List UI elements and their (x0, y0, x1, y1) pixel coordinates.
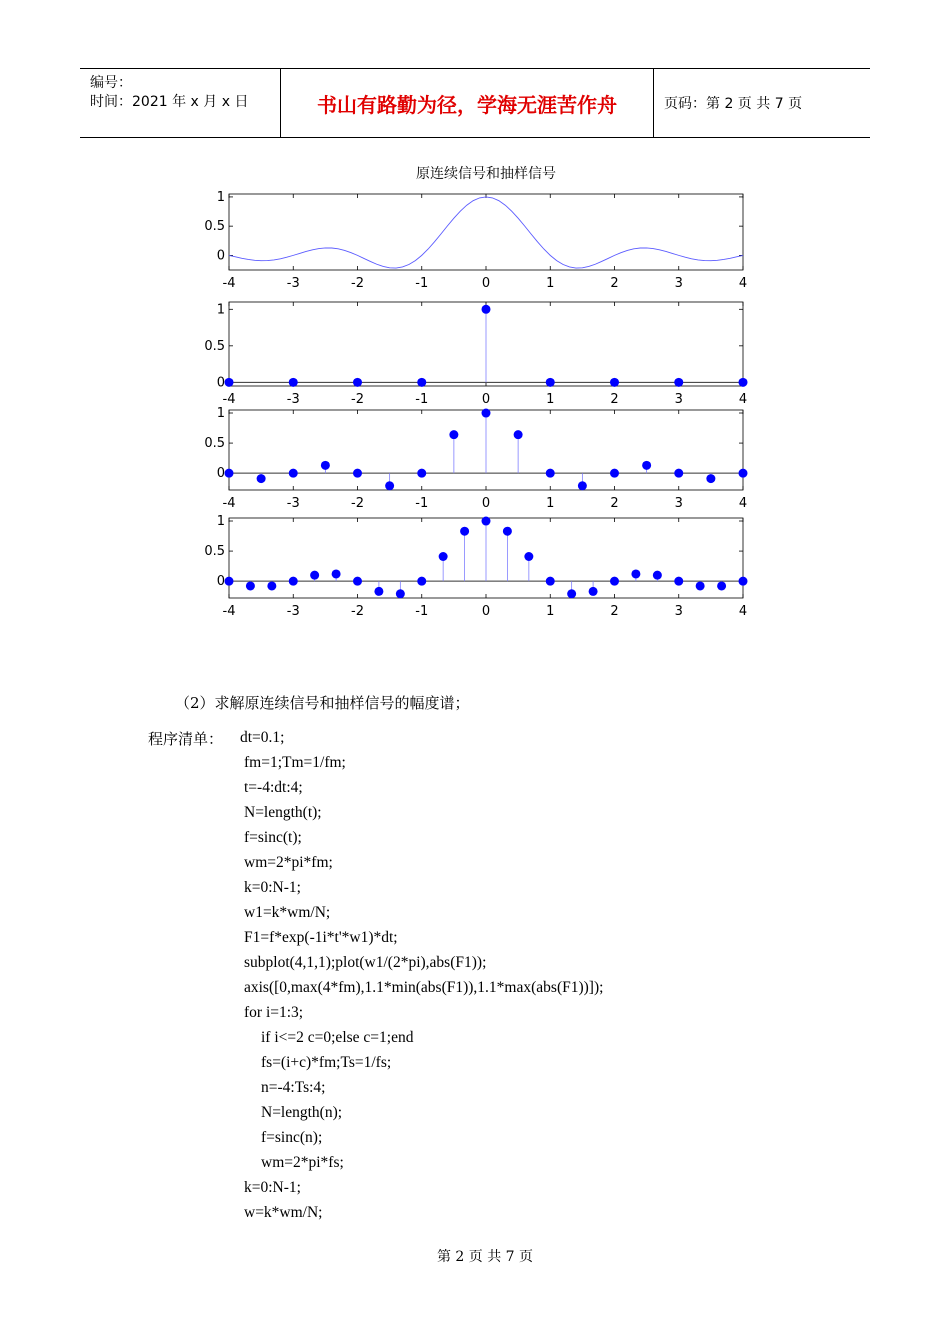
x-tick-label: 2 (610, 604, 619, 619)
x-tick-label: 3 (674, 496, 683, 511)
document-time-label: 时间：2021 年 x 月 x 日 (90, 94, 249, 110)
stem-marker (385, 481, 394, 490)
code-line: N=length(n); (261, 1104, 343, 1121)
x-tick-label: -2 (351, 392, 364, 407)
stem-marker (546, 469, 555, 478)
stem-marker (482, 305, 491, 314)
stem-marker (739, 378, 748, 387)
section-title: （2）求解原连续信号和抽样信号的幅度谱； (175, 694, 470, 712)
code-line: w1=k*wm/N; (244, 904, 331, 921)
code-label: 程序清单： (148, 730, 224, 748)
page-footer: 第 2 页 共 7 页 (436, 1249, 534, 1265)
code-line: w=k*wm/N; (244, 1204, 323, 1221)
stem-marker (631, 569, 640, 578)
y-tick-label: 1 (216, 302, 225, 318)
stem-marker (503, 527, 512, 536)
x-tick-label: 3 (674, 604, 683, 619)
code-line: if i<=2 c=0;else c=1;end (261, 1029, 414, 1046)
x-tick-label: 0 (481, 392, 491, 407)
page-info-text: 页码：第 2 页 共 7 页 (664, 96, 803, 112)
stem-marker (610, 577, 619, 586)
code-line: f=sinc(t); (244, 829, 302, 846)
document-number-label: 编号： (90, 75, 132, 91)
code-line: k=0:N-1; (244, 879, 301, 896)
code-line: wm=2*pi*fs; (261, 1154, 344, 1171)
x-tick-label: 1 (546, 392, 555, 407)
x-tick-label: 3 (674, 392, 683, 407)
x-tick-label: 4 (738, 392, 748, 407)
x-tick-label: -1 (415, 276, 429, 291)
stem-marker (246, 581, 255, 590)
stem-marker (449, 430, 458, 439)
stem-marker (589, 587, 598, 596)
stem-marker (417, 577, 426, 586)
x-tick-label: -1 (415, 604, 429, 619)
x-tick-label: 1 (546, 604, 555, 619)
y-tick-label: 0.5 (204, 544, 225, 560)
code-line: fs=(i+c)*fm;Ts=1/fs; (261, 1054, 392, 1071)
x-tick-label: 2 (610, 276, 619, 291)
stem-marker (653, 571, 662, 580)
x-tick-label: -4 (222, 604, 236, 619)
x-tick-label: 1 (546, 496, 555, 511)
stem-marker (739, 577, 748, 586)
stem-marker (524, 552, 533, 561)
stem-marker (225, 469, 234, 478)
code-line: fm=1;Tm=1/fm; (244, 754, 346, 771)
code-line: axis([0,max(4*fm),1.1*min(abs(F1)),1.1*max(abs(F1))]); (244, 979, 604, 996)
stem-marker (482, 409, 491, 418)
stem-marker (289, 577, 298, 586)
x-tick-label: -2 (351, 604, 364, 619)
y-tick-label: 0.5 (204, 338, 225, 354)
x-tick-label: -3 (286, 604, 300, 619)
code-line: N=length(t); (244, 804, 322, 821)
stem-marker (610, 378, 619, 387)
x-tick-label: 0 (481, 496, 491, 511)
stem-marker (374, 587, 383, 596)
y-tick-label: 0 (216, 248, 225, 264)
x-tick-label: -2 (351, 496, 364, 511)
y-tick-label: 1 (216, 514, 225, 530)
sinc-curve (229, 197, 743, 268)
stem-marker (439, 552, 448, 561)
stem-marker (460, 527, 469, 536)
x-tick-label: 4 (738, 276, 748, 291)
code-line: f=sinc(n); (261, 1129, 323, 1146)
y-tick-label: 0 (216, 574, 225, 590)
y-tick-label: 1 (216, 189, 225, 205)
x-tick-label: 0 (481, 276, 491, 291)
x-tick-label: 1 (546, 276, 555, 291)
header-meta (80, 69, 281, 137)
code-line: k=0:N-1; (244, 1179, 301, 1196)
stem-marker (353, 378, 362, 387)
x-tick-label: 3 (674, 276, 683, 291)
x-tick-label: -3 (286, 392, 300, 407)
stem-marker (417, 378, 426, 387)
stem-marker (257, 474, 266, 483)
stem-marker (225, 378, 234, 387)
stem-marker (396, 589, 405, 598)
x-tick-label: 4 (738, 496, 748, 511)
stem-marker (696, 581, 705, 590)
stem-marker (546, 577, 555, 586)
stem-marker (610, 469, 619, 478)
axes-box (229, 194, 743, 270)
page-header (80, 68, 870, 138)
x-tick-label: -3 (286, 276, 300, 291)
x-tick-label: 4 (738, 604, 748, 619)
stem-marker (642, 461, 651, 470)
x-tick-label: 0 (481, 604, 491, 619)
stem-marker (289, 378, 298, 387)
x-tick-label: -1 (415, 392, 429, 407)
x-tick-label: -3 (286, 496, 300, 511)
stem-marker (332, 569, 341, 578)
x-tick-label: -4 (222, 496, 236, 511)
stem-marker (546, 378, 555, 387)
stem-marker (514, 430, 523, 439)
chart-title: 原连续信号和抽样信号 (416, 166, 556, 182)
code-line: wm=2*pi*fm; (244, 854, 333, 871)
y-tick-label: 0 (216, 466, 225, 482)
y-tick-label: 0.5 (204, 436, 225, 452)
stem-marker (225, 577, 234, 586)
x-tick-label: -4 (222, 392, 236, 407)
stem-marker (567, 589, 576, 598)
header-page-info (654, 69, 870, 137)
stem-marker (353, 469, 362, 478)
code-line: t=-4:dt:4; (244, 779, 303, 796)
stem-marker (289, 469, 298, 478)
code-line: n=-4:Ts:4; (261, 1079, 326, 1096)
y-tick-label: 0.5 (204, 219, 225, 235)
x-tick-label: 2 (610, 496, 619, 511)
header-motto: 书山有路勤为径，学海无涯苦作舟 (281, 69, 654, 137)
code-line: subplot(4,1,1);plot(w1/(2*pi),abs(F1)); (244, 954, 487, 971)
stem-marker (417, 469, 426, 478)
stem-marker (717, 581, 726, 590)
stem-marker (739, 469, 748, 478)
stem-marker (674, 577, 683, 586)
stem-marker (353, 577, 362, 586)
y-tick-label: 1 (216, 406, 225, 422)
x-tick-label: 2 (610, 392, 619, 407)
stem-marker (578, 481, 587, 490)
stem-marker (674, 378, 683, 387)
x-tick-label: -1 (415, 496, 429, 511)
code-line: F1=f*exp(-1i*t'*w1)*dt; (244, 929, 398, 946)
sampling-figure (195, 160, 765, 630)
code-line: for i=1:3; (244, 1004, 304, 1021)
x-tick-label: -2 (351, 276, 364, 291)
code-line: dt=0.1; (240, 729, 285, 746)
x-tick-label: -4 (222, 276, 236, 291)
y-tick-label: 0 (216, 375, 225, 391)
stem-marker (310, 571, 319, 580)
stem-marker (321, 461, 330, 470)
stem-marker (482, 517, 491, 526)
stem-marker (674, 469, 683, 478)
stem-marker (267, 581, 276, 590)
stem-marker (706, 474, 715, 483)
